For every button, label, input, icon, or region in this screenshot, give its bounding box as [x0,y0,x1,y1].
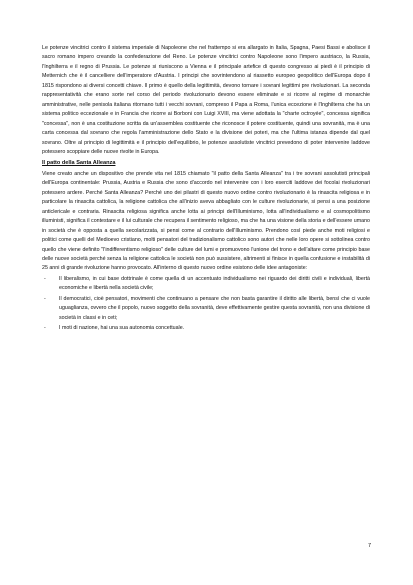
list-item-text: Il democratici, cioè pensatori, movimenti che continuano a pensare che non basta garantire il diritto alle libertà, bensì che ci vuole uguaglianza, ovvero che il popolo, nuovo soggetto della sovranità, deve effettivamente gestire questa sovranità, non una divisione di società in classi e in ceti; [59,295,370,321]
list-item [42,324,370,333]
bullet-dash: - [44,275,46,282]
list-item [42,275,370,294]
section-heading: Il patto della Santa Alleanza [42,160,116,167]
antagonist-ideas-list [42,275,370,334]
page-number: 7 [367,543,371,549]
bullet-dash: - [44,295,46,302]
bullet-dash: - [44,325,46,332]
list-item [42,295,370,323]
paragraph-congress-of-vienna: Le potenze vincitrici contro il sistema imperiale di Napoleone che nel frattempo si era allargato in Italia, Spagna, Paesi Bassi e abolisce il sacro romano impero creando la confederazione del Reno. Le potenze vincitrici contro Napoleone sono l'impero austriaco, la Russia, l'Inghilterra e il regno di Prussia. Le potenze si riuniscono a Vienna e il principale artefice di questo congresso ai piedi è il principio di Metternich che è il cancelliere dell'imperatore d'Austria. I principi che sovrintendono al riassetto europeo geopolitico dell'Europa dopo il 1815 rispondono ai diversi concetti chiave. Il primo è quello della legittimità, devono tornare i sovrani legittimi pre rivoluzionari. La seconda rappresentatività che erano sorte nel corso del periodo rivoluzionario devono essere eliminate e si ricorre al regime di monarchie amministrative, nelle penisola italiana ritornano tutti i vecchi sovrani, compreso il Papa a Roma, l'unica eccezione è l'Inghilterra che ha un sistema politico eccezionale e in Francia che ricorre ai Borboni con Luigi XVIII, ma viene adottata la "charte octroyée", concessa significa "concessa", non è una costituzione scritta da un'assemblea costituente che riconosce il potere costituente, quindi una sovranità, ma è una carta concessa dal sovrano che regola l'amministrazione dello Stato e la divisione dei poteri, ma che l'ultima istanza dipende dal quel sovrano. Oltre al principio di legittimità e il principio dell'equilibrio, le potenze assolutiste vincitrici prevedono di poter intervenire laddove potessero scoppiare delle nuove rivolte in Europa. [42,45,370,155]
list-item-text: Il liberalismo, in cui base dottrinale è come quella di un accentuato individualismo nei riguardo dei diritti civili e individuali, libertà economiche e libertà nella società civile; [59,275,370,292]
list-item-text: I moti di nazione, hai una sua autonomia concettuale. [59,325,185,332]
paragraph-holy-alliance: Viene creato anche un dispositivo che prende vita nel 1815 chiamato "il patto della Santa Alleanza" tra i tre sovrani assolutisti principali dell'Europa continentale: Prussia, Austria e Russia che sono d'accordo nel intervenire con i loro eserciti laddove dei focolai rivoluzionari potessero ardere. Perché Santa Alleanza? Perché uno dei pilastri di questo nuovo ordine contro rivoluzionario è la rinascita religiosa e in particolare la rinascita cattolica, la religione cattolica che all'inizio aveva abbagliato con le culture rivoluzionarie, si pensi a una posizione anticlericale e contraria. Rinascita religiosa significa anche lotta ai principi dell'Illuminismo, lotta all'individualismo e al cosmopolitismo illuministi, significa il contestare e il lui culturale che recupera il sentimento religioso, ma che ha una visione della storia e dell'essere umano in società che è opposta a quella secolarizzata, si pensi come al contrario dell'Illuminismo. Prendono così piede anche moti religiosi e politici come quelli del Medioevo cristiano, molti pensatori del tradizionalismo cattolico sono autori che nelle loro opere si sottolinea contro quello che viene definito "l'indifferentismo religioso" delle culture del lumi e promuovono l'unione del trono e dell'altare come principio base delle nuove società perché senza la religione cattolica le società non può sussistere, altrimenti si finisce in quella confusione e instabilità di 25 anni di grande rivoluzione hanno provocato. All'interno di questo nuovo ordine esistono delle idee antagoniste: [42,170,370,272]
